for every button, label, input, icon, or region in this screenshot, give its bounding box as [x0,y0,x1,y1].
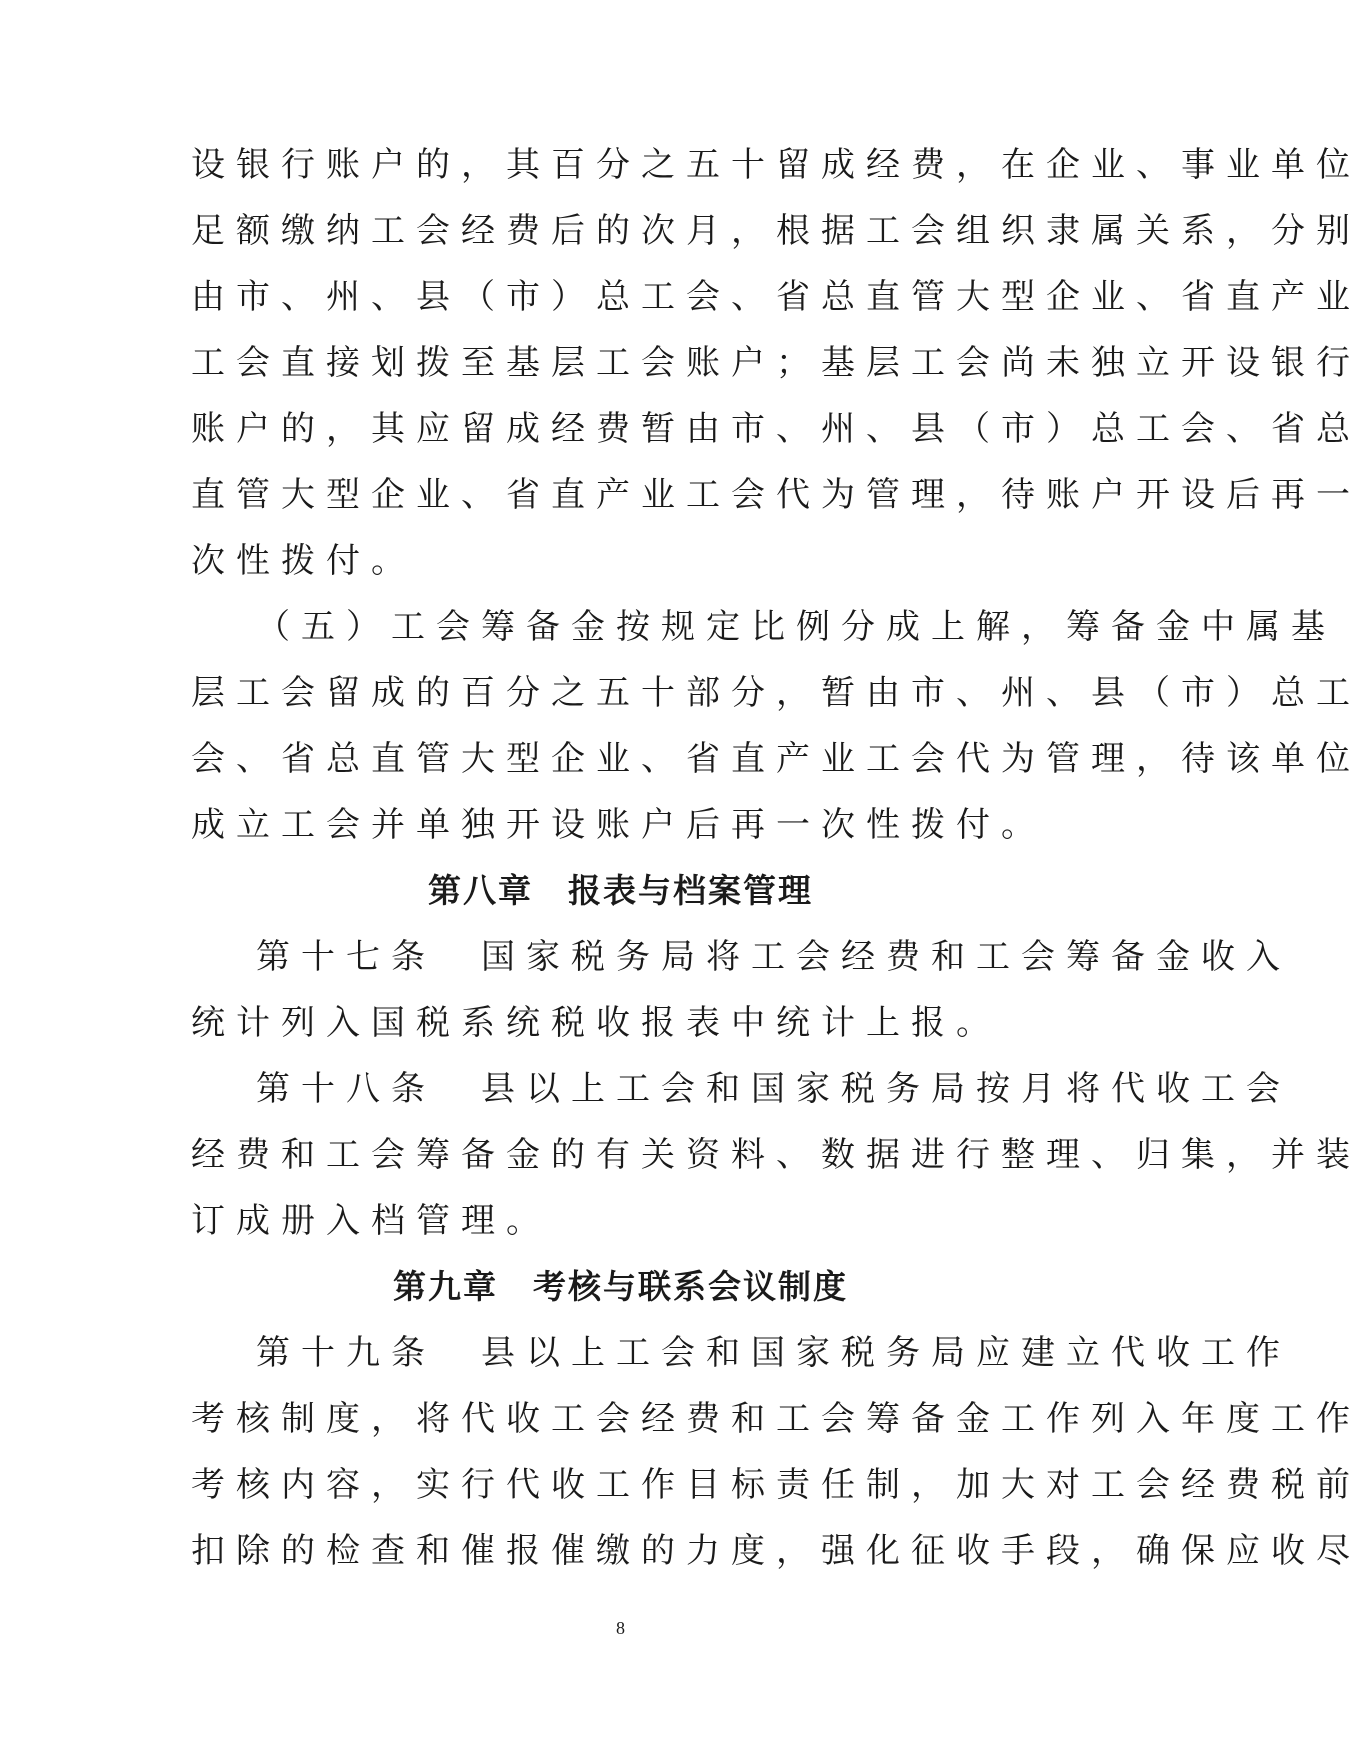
body-text-line: 成立工会并单独开设账户后再一次性拨付。 [191,805,1046,845]
body-text-line: 第十九条 县以上工会和国家税务局应建立代收工作 [256,1333,1291,1373]
body-text-line: 足额缴纳工会经费后的次月，根据工会组织隶属关系，分别 [191,211,1361,251]
body-text-line: （五）工会筹备金按规定比例分成上解，筹备金中属基 [256,607,1336,647]
chapter-heading: 第八章 报表与档案管理 [428,871,813,910]
body-text-line: 直管大型企业、省直产业工会代为管理，待账户开设后再一 [191,475,1361,515]
body-text-line: 由市、州、县（市）总工会、省总直管大型企业、省直产业 [191,277,1361,317]
body-text-line: 考核内容，实行代收工作目标责任制，加大对工会经费税前 [191,1465,1361,1505]
body-text-line: 扣除的检查和催报催缴的力度，强化征收手段，确保应收尽 [191,1531,1361,1571]
body-text-line: 会、省总直管大型企业、省直产业工会代为管理，待该单位 [191,739,1361,779]
body-text-line: 考核制度，将代收工会经费和工会筹备金工作列入年度工作 [191,1399,1361,1439]
body-text-line: 经费和工会筹备金的有关资料、数据进行整理、归集，并装 [191,1135,1361,1175]
body-text-line: 账户的，其应留成经费暂由市、州、县（市）总工会、省总 [191,409,1361,449]
body-text-line: 设银行账户的，其百分之五十留成经费，在企业、事业单位 [191,145,1361,185]
body-text-line: 第十八条 县以上工会和国家税务局按月将代收工会 [256,1069,1291,1109]
body-text-line: 第十七条 国家税务局将工会经费和工会筹备金收入 [256,937,1291,977]
chapter-heading: 第九章 考核与联系会议制度 [393,1267,848,1306]
body-text-line: 次性拨付。 [191,541,416,581]
page-number: 8 [616,1618,625,1638]
body-text-line: 统计列入国税系统税收报表中统计上报。 [191,1003,1001,1043]
body-text-line: 订成册入档管理。 [191,1201,551,1241]
body-text-line: 工会直接划拨至基层工会账户；基层工会尚未独立开设银行 [191,343,1361,383]
body-text-line: 层工会留成的百分之五十部分，暂由市、州、县（市）总工 [191,673,1361,713]
